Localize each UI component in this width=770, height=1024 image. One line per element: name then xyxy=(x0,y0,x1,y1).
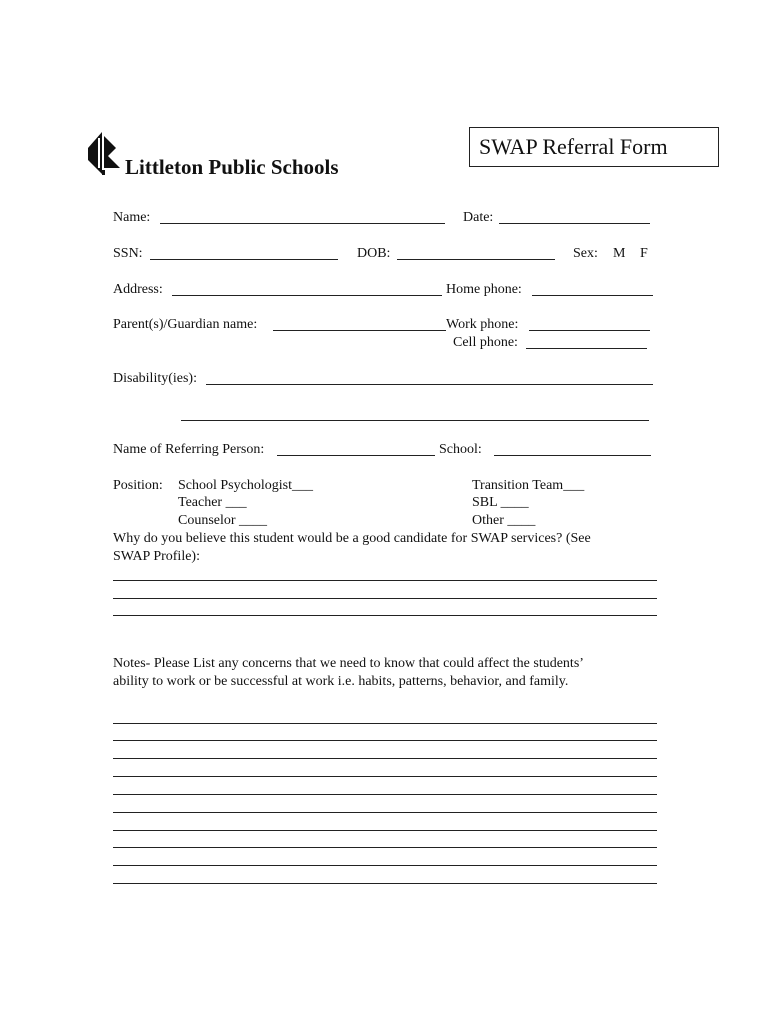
name-field[interactable] xyxy=(160,210,445,224)
ssn-label: SSN: xyxy=(113,246,143,261)
school-field[interactable] xyxy=(494,442,651,456)
position-school-psychologist[interactable]: School Psychologist___ xyxy=(178,478,313,493)
disabilities-field-1[interactable] xyxy=(206,371,653,385)
date-field[interactable] xyxy=(499,210,650,224)
notes-answer-line-1[interactable] xyxy=(113,723,657,724)
name-label: Name: xyxy=(113,210,151,225)
notes-line-1: Notes- Please List any concerns that we need to know that could affect the students’ xyxy=(113,656,584,671)
school-name: Littleton Public Schools xyxy=(125,155,339,179)
candidate-question-line-1: Why do you believe this student would be a good candidate for SWAP services? (See xyxy=(113,531,591,546)
form-title-box xyxy=(469,127,719,167)
form-title: SWAP Referral Form xyxy=(479,134,668,159)
notes-answer-line-3[interactable] xyxy=(113,758,657,759)
notes-answer-line-6[interactable] xyxy=(113,812,657,813)
notes-answer-line-5[interactable] xyxy=(113,794,657,795)
notes-answer-line-4[interactable] xyxy=(113,776,657,777)
position-sbl[interactable]: SBL ____ xyxy=(472,495,529,510)
position-teacher[interactable]: Teacher ___ xyxy=(178,495,247,510)
position-counselor[interactable]: Counselor ____ xyxy=(178,513,268,528)
candidate-answer-line-2[interactable] xyxy=(113,598,657,599)
sex-option-f[interactable]: F xyxy=(640,246,648,261)
notes-answer-line-9[interactable] xyxy=(113,865,657,866)
disabilities-field-2[interactable] xyxy=(181,407,649,421)
notes-answer-line-2[interactable] xyxy=(113,740,657,741)
candidate-answer-line-1[interactable] xyxy=(113,580,657,581)
cell-phone-field[interactable] xyxy=(526,335,647,349)
referring-person-label: Name of Referring Person: xyxy=(113,442,265,457)
home-phone-field[interactable] xyxy=(532,282,653,296)
address-label: Address: xyxy=(113,282,163,297)
ssn-field[interactable] xyxy=(150,246,338,260)
school-logo xyxy=(86,130,122,176)
parent-label: Parent(s)/Guardian name: xyxy=(113,317,258,332)
work-phone-field[interactable] xyxy=(529,317,650,331)
sex-label: Sex: xyxy=(573,246,598,261)
sex-option-m[interactable]: M xyxy=(613,246,626,261)
notes-answer-line-8[interactable] xyxy=(113,847,657,848)
address-field[interactable] xyxy=(172,282,442,296)
notes-line-2: ability to work or be successful at work i.e. habits, patterns, behavior, and family. xyxy=(113,674,569,689)
referring-person-field[interactable] xyxy=(277,442,435,456)
home-phone-label: Home phone: xyxy=(446,282,522,297)
candidate-question-line-2: SWAP Profile): xyxy=(113,549,200,564)
work-phone-label: Work phone: xyxy=(446,317,519,332)
cell-phone-label: Cell phone: xyxy=(453,335,518,350)
candidate-answer-line-3[interactable] xyxy=(113,615,657,616)
notes-answer-line-10[interactable] xyxy=(113,883,657,884)
notes-answer-line-7[interactable] xyxy=(113,830,657,831)
position-transition-team[interactable]: Transition Team___ xyxy=(472,478,585,493)
dob-label: DOB: xyxy=(357,246,391,261)
dob-field[interactable] xyxy=(397,246,555,260)
position-label: Position: xyxy=(113,478,163,493)
school-label: School: xyxy=(439,442,482,457)
parent-field[interactable] xyxy=(273,317,446,331)
date-label: Date: xyxy=(463,210,494,225)
school-logo-icon xyxy=(86,130,122,176)
position-other[interactable]: Other ____ xyxy=(472,513,536,528)
disabilities-label: Disability(ies): xyxy=(113,371,197,386)
